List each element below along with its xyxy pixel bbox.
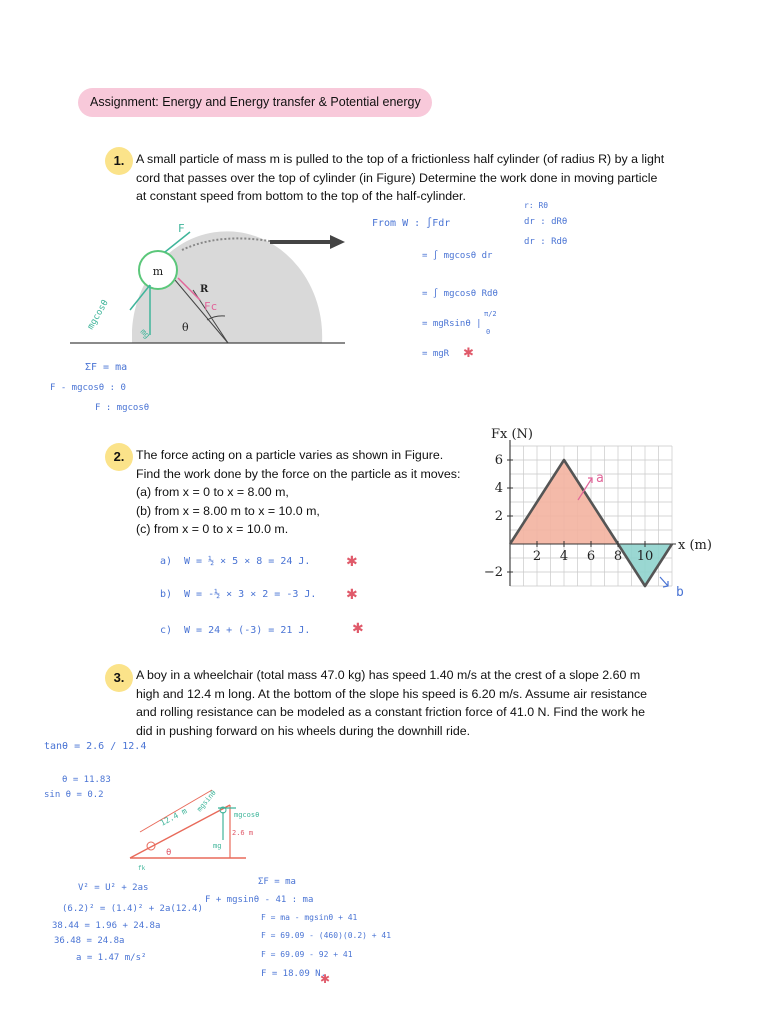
- friction-label: fk: [138, 865, 146, 872]
- question-1-line: A small particle of mass m is pulled to the top of a frictionless half cylinder (of radius R) by a light: [136, 152, 665, 166]
- kinematics-line: (6.2)² = (1.4)² + 2a(12.4): [62, 904, 203, 914]
- x-tick-label: 10: [636, 549, 654, 564]
- answer-mark-icon: ✱: [463, 346, 474, 361]
- question-number-1: 1.: [105, 147, 133, 175]
- mass-label: m: [152, 265, 164, 278]
- work-line: From W : ∫Fdr: [372, 218, 451, 229]
- question-2-line: (a) from x = 0 to x = 8.00 m,: [136, 485, 289, 500]
- x-tick-label: 6: [586, 549, 596, 564]
- mg-label: mg: [213, 842, 222, 850]
- force-line: F = 69.09 - 92 + 41: [261, 950, 353, 959]
- slope-figure: [130, 789, 259, 872]
- force-line: F = 18.09 N.: [261, 969, 327, 979]
- graph-note-a: a: [596, 471, 604, 486]
- y-tick-label: 2: [494, 509, 503, 524]
- def-line: r: Rθ: [524, 201, 549, 210]
- y-tick-label: 4: [494, 481, 503, 496]
- force-line: ΣF = ma: [258, 877, 296, 887]
- answer-mark-icon: ✱: [346, 587, 358, 603]
- theta-label: θ: [182, 321, 189, 334]
- theta-label: θ: [166, 848, 172, 858]
- work-line: = mgR: [422, 349, 450, 359]
- force-F-label: F: [178, 222, 185, 235]
- question-number-2: 2.: [105, 443, 133, 471]
- question-2-line: Find the work done by the force on the particle as it moves:: [136, 466, 461, 481]
- work-line: = ∫ mgcosθ Rdθ: [422, 289, 498, 299]
- radius-label: R: [200, 284, 209, 295]
- force-line: F = 69.09 - (460)(0.2) + 41: [261, 931, 392, 940]
- force-Fc-label: Fc: [204, 300, 218, 313]
- answer-mark-icon: ✱: [320, 972, 331, 986]
- y-axis-label: Fx (N): [491, 427, 534, 442]
- kinematics-line: V² = U² + 2as: [78, 883, 149, 893]
- question-2-line: The force acting on a particle varies as shown in Figure.: [136, 448, 444, 462]
- kinematics-line: 38.44 = 1.96 + 24.8a: [52, 921, 161, 931]
- angle-line: sin θ = 0.2: [44, 790, 104, 800]
- y-tick-label: 6: [494, 453, 503, 468]
- limit-upper: π/2: [484, 310, 497, 318]
- graph-note-b: b: [676, 585, 684, 600]
- mgcos-label: mgcosθ: [85, 298, 111, 332]
- question-3-line: and rolling resistance can be modeled as a constant friction force of 41.0 N. Find the work he: [136, 705, 645, 720]
- angle-line: tanθ = 2.6 / 12.4: [44, 741, 147, 752]
- angle-line: θ = 11.83: [62, 775, 111, 785]
- x-tick-label: 4: [559, 549, 569, 564]
- x-tick-label: 8: [613, 549, 623, 564]
- question-1-line: at constant speed from bottom to the top of the half-cylinder.: [136, 189, 466, 204]
- fbd-line: ΣF = ma: [85, 362, 128, 373]
- length-label: 12.4 m: [158, 806, 189, 828]
- assignment-title: Assignment: Energy and Energy transfer & Potential energy: [78, 88, 432, 117]
- x-axis-label: x (m): [678, 538, 712, 553]
- answer-b-work: W = -½ × 3 × 2 = -3 J.: [184, 589, 317, 600]
- question-number-3: 3.: [105, 664, 133, 692]
- question-2-line: (b) from x = 8.00 m to x = 10.0 m,: [136, 503, 320, 518]
- answer-a-label: a): [160, 556, 173, 567]
- def-line: dr : Rdθ: [524, 237, 568, 247]
- y-tick-label: −2: [483, 565, 503, 580]
- x-tick-label: 2: [532, 549, 542, 564]
- fbd-line: F : mgcosθ: [95, 403, 150, 413]
- answer-mark-icon: ✱: [346, 554, 358, 570]
- question-1-line: cord that passes over the top of cylinder (in Figure) Determine the work done in moving particle: [136, 170, 658, 185]
- question-3-line: high and 12.4 m long. At the bottom of the slope his speed is 6.20 m/s. Assume air resistance: [136, 686, 648, 701]
- question-3-line: A boy in a wheelchair (total mass 47.0 kg) has speed 1.40 m/s at the crest of a slope 2.60 m: [136, 668, 641, 682]
- fbd-line: F - mgcosθ : 0: [50, 383, 126, 393]
- force-line: F + mgsinθ - 41 : ma: [205, 895, 314, 905]
- kinematics-line: 36.48 = 24.8a: [54, 936, 125, 946]
- answer-c-label: c): [160, 625, 173, 636]
- def-line: dr : dRθ: [524, 217, 568, 227]
- kinematics-line: a = 1.47 m/s²: [76, 953, 147, 963]
- answer-c-work: W = 24 + (-3) = 21 J.: [184, 625, 311, 636]
- answer-a-work: W = ½ × 5 × 8 = 24 J.: [184, 556, 311, 567]
- answer-mark-icon: ✱: [352, 621, 364, 637]
- mgcos-label: mgcosθ: [234, 811, 260, 819]
- height-label: 2.6 m: [232, 829, 254, 837]
- question-3-line: did in pushing forward on his wheels during the downhill ride.: [136, 723, 471, 738]
- work-line: = mgRsinθ |: [422, 319, 482, 329]
- mgsin-label: mgsinθ: [195, 788, 218, 814]
- force-line: F = ma - mgsinθ + 41: [261, 913, 358, 922]
- mg-label: mg: [138, 327, 152, 341]
- limit-lower: 0: [486, 328, 491, 336]
- work-line: = ∫ mgcosθ dr: [422, 251, 493, 261]
- question-2-line: (c) from x = 0 to x = 10.0 m.: [136, 522, 289, 537]
- answer-b-label: b): [160, 589, 173, 600]
